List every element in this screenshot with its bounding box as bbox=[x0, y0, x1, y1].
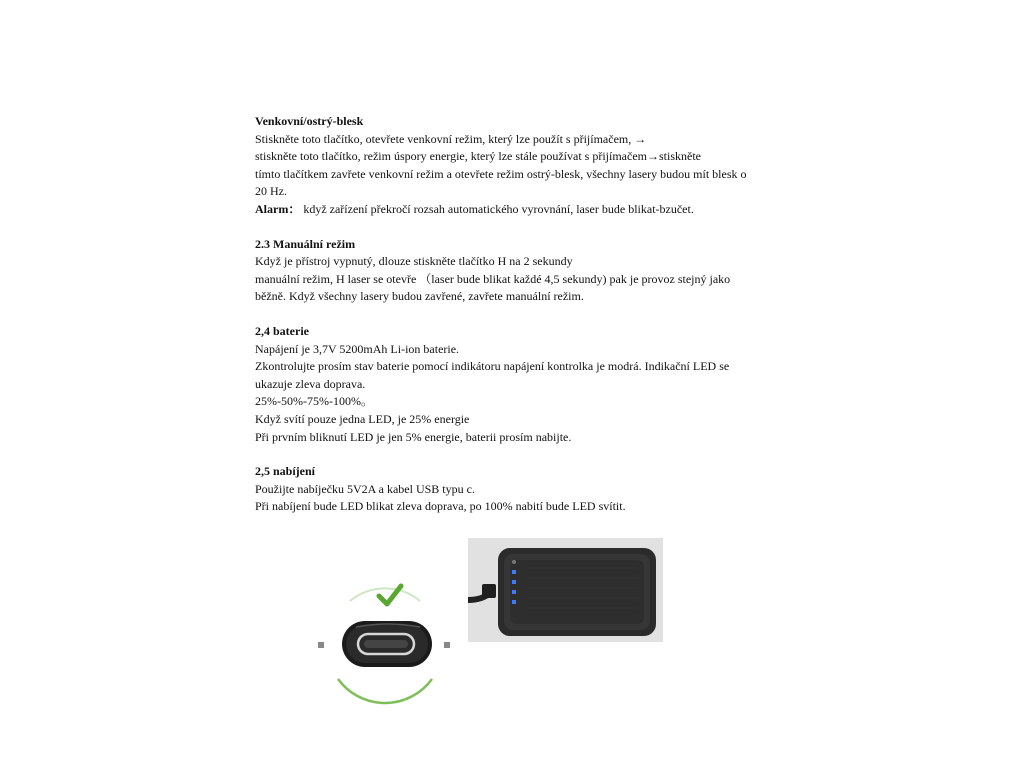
laser-device-battery-photo bbox=[468, 538, 663, 642]
alarm-line bbox=[255, 201, 795, 219]
charging-line-2: Při nabíjení bude LED blikat zleva doprava, po 100% nabití bude LED svítit. bbox=[255, 499, 626, 514]
battery-line-1: Napájení je 3,7V 5200mAh Li-ion baterie. bbox=[255, 341, 460, 356]
outdoor-line-4: 20 Hz. bbox=[255, 184, 287, 199]
outdoor-line-1: Stiskněte toto tlačítko, otevřete venkovní režim, který lze použít s přijímačem, → bbox=[255, 131, 647, 146]
alarm-label: Alarm： bbox=[255, 201, 301, 216]
battery-line-5: Když svítí pouze jedna LED, je 25% energie bbox=[255, 411, 470, 426]
charging-line-1: Použijte nabíječku 5V2A a kabel USB typu c. bbox=[255, 481, 475, 496]
manual-line-1: Když je přístroj vypnutý, dlouze stiskněte tlačítko H na 2 sekundy bbox=[255, 254, 573, 269]
manual-line-3: běžně. Když všechny lasery budou zavřené, zavřete manuální režim. bbox=[255, 289, 584, 304]
manual-line-2: manuální režim, H laser se otevře （laser bude blikat každé 4,5 sekundy) pak je provoz stejný jako bbox=[255, 271, 731, 286]
outdoor-line-3: tímto tlačítkem zavřete venkovní režim a otevřete režim ostrý-blesk, všechny lasery budou mít blesk o bbox=[255, 166, 747, 181]
section-title-battery: 2,4 baterie bbox=[255, 323, 309, 338]
battery-line-4: 25%-50%-75%-100%。 bbox=[255, 394, 373, 409]
alarm-text: když zařízení překročí rozsah automatického vyrovnání, laser bude blikat-bzučet. bbox=[300, 201, 694, 216]
document-body bbox=[255, 113, 795, 516]
battery-line-2: Zkontrolujte prosím stav baterie pomocí indikátoru napájení kontrolka je modrá. Indikační LED se bbox=[255, 359, 730, 374]
section-title-manual: 2.3 Manuální režim bbox=[255, 236, 356, 251]
outdoor-line-2: stiskněte toto tlačítko, režim úspory energie, který lze stále používat s přijímačem→stiskněte bbox=[255, 149, 701, 164]
usb-c-port-icon bbox=[312, 583, 458, 708]
section-title-charging: 2,5 nabíjení bbox=[255, 464, 316, 479]
battery-line-6: Při prvním bliknutí LED je jen 5% energie, baterii prosím nabijte. bbox=[255, 429, 572, 444]
battery-line-3: ukazuje zleva doprava. bbox=[255, 376, 366, 391]
section-title-outdoor: Venkovní/ostrý-blesk bbox=[255, 114, 364, 128]
